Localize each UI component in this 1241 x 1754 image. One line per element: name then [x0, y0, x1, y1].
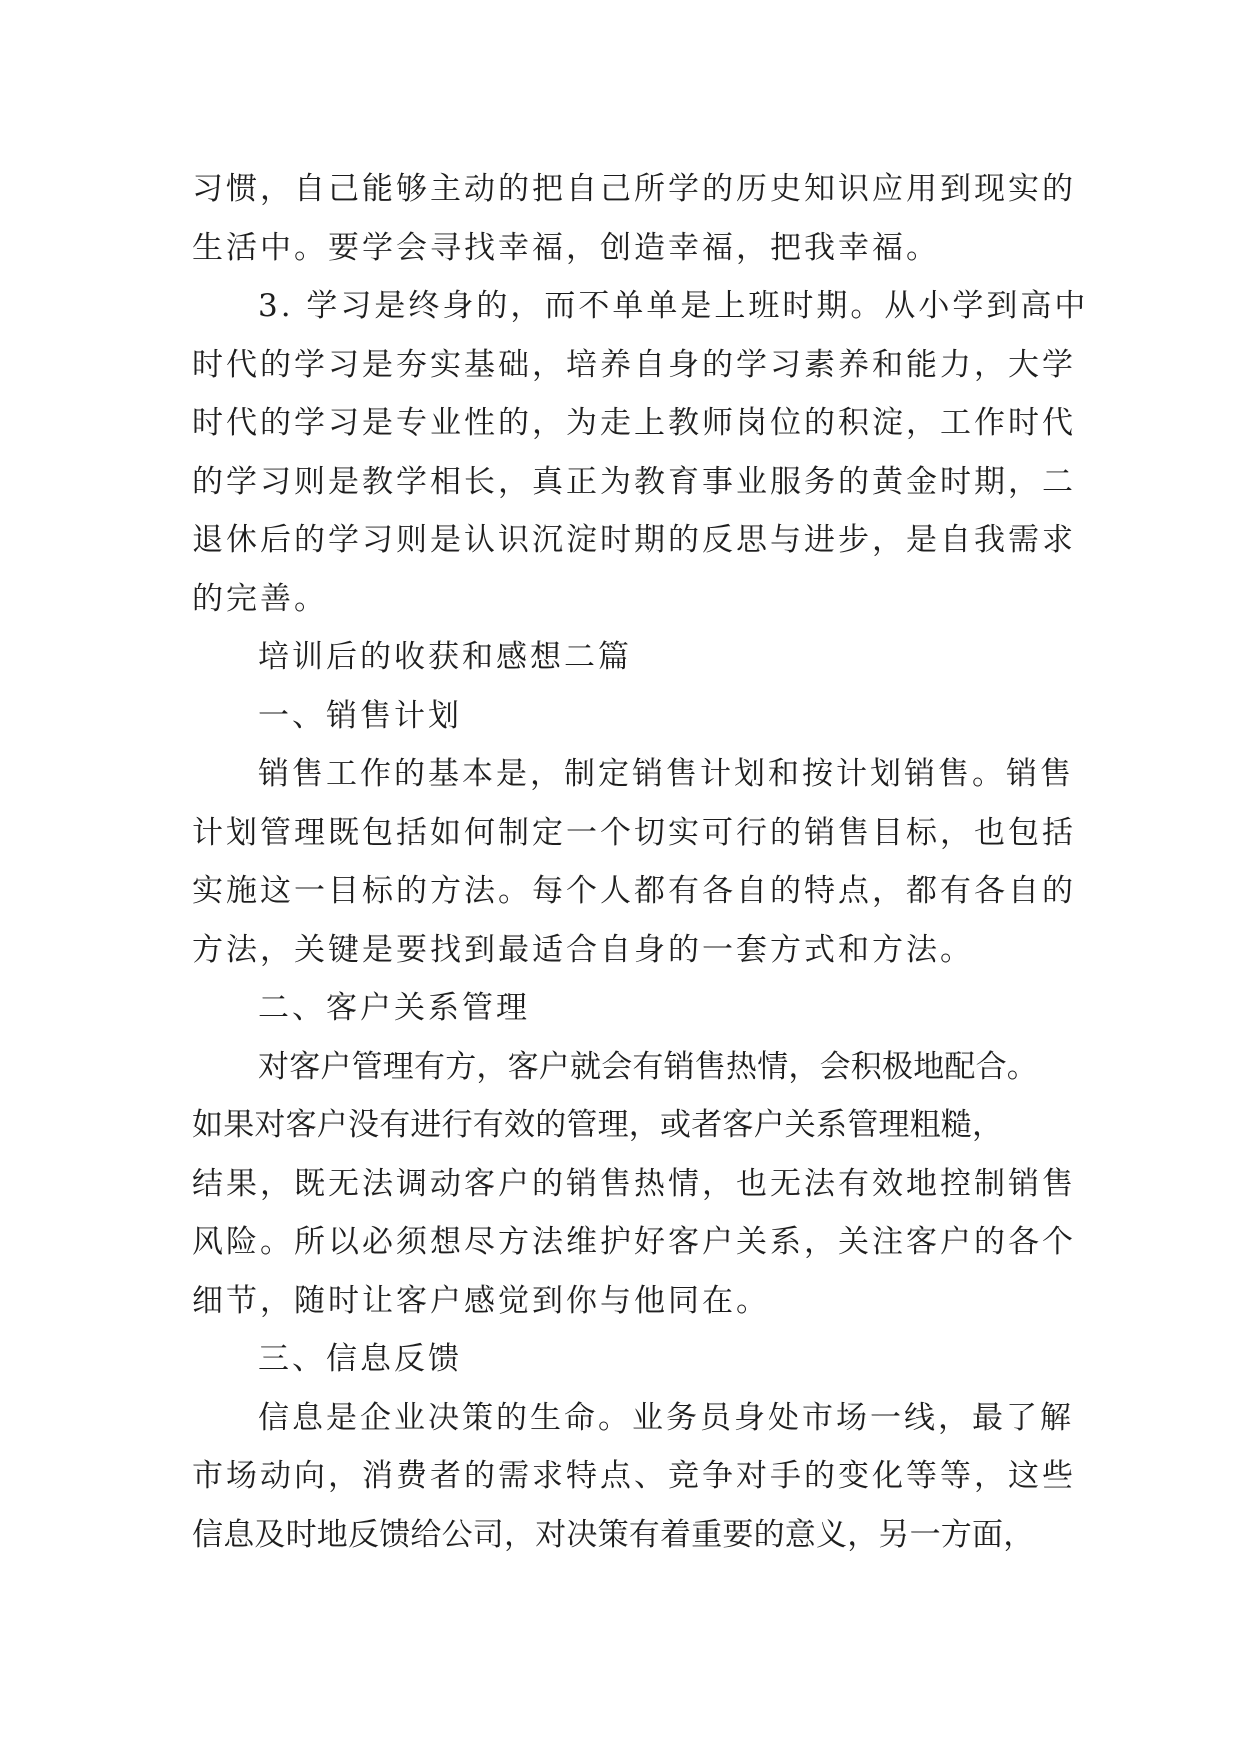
text-line: 生活中。要学会寻找幸福，创造幸福，把我幸福。 — [192, 229, 940, 266]
text-line: 细节，随时让客户感觉到你与他同在。 — [192, 1282, 770, 1319]
text-line: 退休后的学习则是认识沉淀时期的反思与进步，是自我需求 — [192, 522, 1076, 558]
text-line: 信息及时地反馈给公司，对决策有着重要的意义，另一方面， — [192, 1516, 1035, 1553]
text-line: 结果，既无法调动客户的销售热情，也无法有效地控制销售 — [192, 1165, 1076, 1202]
text-line: 销售工作的基本是，制定销售计划和按计划销售。销售 — [258, 756, 1074, 792]
text-line: 培训后的收获和感想二篇 — [258, 639, 632, 675]
text-line: 3. 学习是终身的，而不单单是上班时期。从小学到高中 — [258, 288, 1089, 324]
text-line: 一、销售计划 — [258, 697, 462, 734]
text-line: 时代的学习是专业性的，为走上教师岗位的积淀，工作时代 — [192, 405, 1076, 441]
text-line: 的学习则是教学相长，真正为教育事业服务的黄金时期，二 — [192, 463, 1076, 500]
text-line: 计划管理既包括如何制定一个切实可行的销售目标，也包括 — [192, 814, 1076, 851]
text-line: 市场动向，消费者的需求特点、竞争对手的变化等等，这些 — [192, 1458, 1076, 1494]
text-line: 方法，关键是要找到最适合自身的一套方式和方法。 — [192, 931, 974, 968]
text-line: 二、客户关系管理 — [258, 990, 530, 1026]
text-line: 三、信息反馈 — [258, 1341, 462, 1377]
text-line: 的完善。 — [192, 580, 328, 617]
text-line: 对客户管理有方，客户就会有销售热情，会积极地配合。 — [258, 1048, 1038, 1085]
text-line: 风险。所以必须想尽方法维护好客户关系，关注客户的各个 — [192, 1224, 1076, 1260]
text-line: 如果对客户没有进行有效的管理，或者客户关系管理粗糙， — [192, 1107, 1004, 1143]
text-line: 时代的学习是夯实基础，培养自身的学习素养和能力，大学 — [192, 346, 1076, 383]
text-line: 习惯，自己能够主动的把自己所学的历史知识应用到现实的 — [192, 171, 1076, 207]
text-line: 实施这一目标的方法。每个人都有各自的特点，都有各自的 — [192, 873, 1076, 909]
text-line: 信息是企业决策的生命。业务员身处市场一线，最了解 — [258, 1399, 1074, 1436]
document-body — [192, 160, 1089, 1564]
